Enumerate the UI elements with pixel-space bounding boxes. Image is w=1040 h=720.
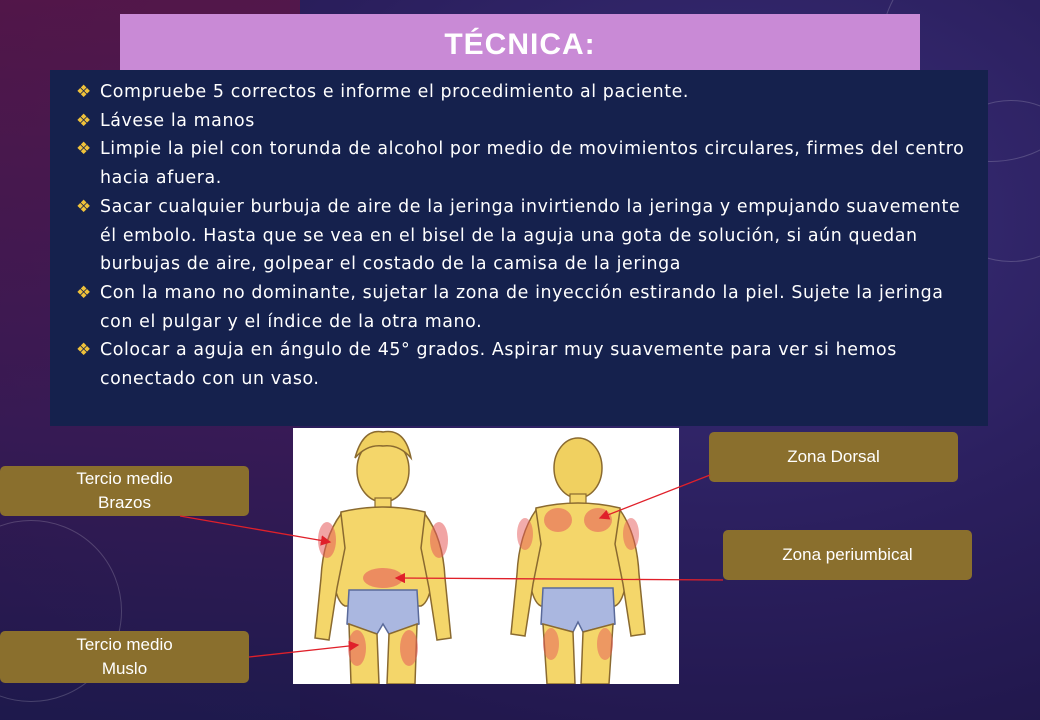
label-line: Tercio medio bbox=[76, 469, 173, 488]
technique-steps-box bbox=[50, 70, 988, 426]
step-item bbox=[76, 336, 974, 393]
slide-title: TÉCNICA: bbox=[444, 28, 596, 61]
title-bar bbox=[120, 14, 920, 76]
diamond-bullet-icon: ❖ bbox=[76, 82, 92, 102]
diamond-bullet-icon: ❖ bbox=[76, 110, 92, 131]
technique-steps-list bbox=[76, 78, 974, 394]
label-zona-periumbical bbox=[723, 530, 972, 580]
step-text: Colocar a aguja en ángulo de 45° grados. Aspirar muy suavemente para ver si hemos conectado con un vaso. bbox=[100, 340, 897, 390]
label-line: Tercio medio bbox=[76, 635, 173, 654]
diamond-bullet-icon: ❖ bbox=[76, 139, 92, 160]
label-line: Muslo bbox=[101, 659, 148, 678]
step-text: Con la mano no dominante, sujetar la zona de inyección estirando la piel. Sujete la jeringa con el pulgar y el índice de la otra mano. bbox=[100, 282, 944, 332]
step-item bbox=[76, 78, 974, 107]
step-text: Limpie la piel con torunda de alcohol por medio de movimientos circulares, firmes del centro hacia afuera. bbox=[100, 139, 965, 189]
label-line: Zona periumbical bbox=[782, 545, 913, 564]
front-figure bbox=[315, 432, 451, 684]
step-item bbox=[76, 279, 974, 336]
diamond-bullet-icon: ❖ bbox=[76, 196, 92, 217]
back-figure bbox=[511, 438, 645, 684]
step-item bbox=[76, 135, 974, 192]
step-text: Compruebe 5 correctos e informe el procedimiento al paciente. bbox=[100, 82, 690, 102]
label-line: Brazos bbox=[98, 493, 151, 512]
diamond-bullet-icon: ❖ bbox=[76, 340, 92, 361]
step-item bbox=[76, 107, 974, 136]
step-text: Lávese la manos bbox=[100, 110, 255, 131]
step-item bbox=[76, 193, 974, 279]
step-text: Sacar cualquier burbuja de aire de la jeringa invirtiendo la jeringa y empujando suavemente él embolo. Hasta que se vea en el bisel de la aguja una gota de solución, si aún quedan burbujas de aire, golpear el costado de la camisa de la jeringa bbox=[100, 196, 961, 275]
label-zona-dorsal bbox=[709, 432, 958, 482]
label-tercio-medio-brazos bbox=[0, 466, 249, 516]
injection-sites-illustration bbox=[293, 428, 679, 684]
body-figures-svg bbox=[293, 428, 679, 684]
diamond-bullet-icon: ❖ bbox=[76, 282, 92, 303]
label-tercio-medio-muslo bbox=[0, 631, 249, 683]
label-line: Zona Dorsal bbox=[787, 447, 880, 466]
